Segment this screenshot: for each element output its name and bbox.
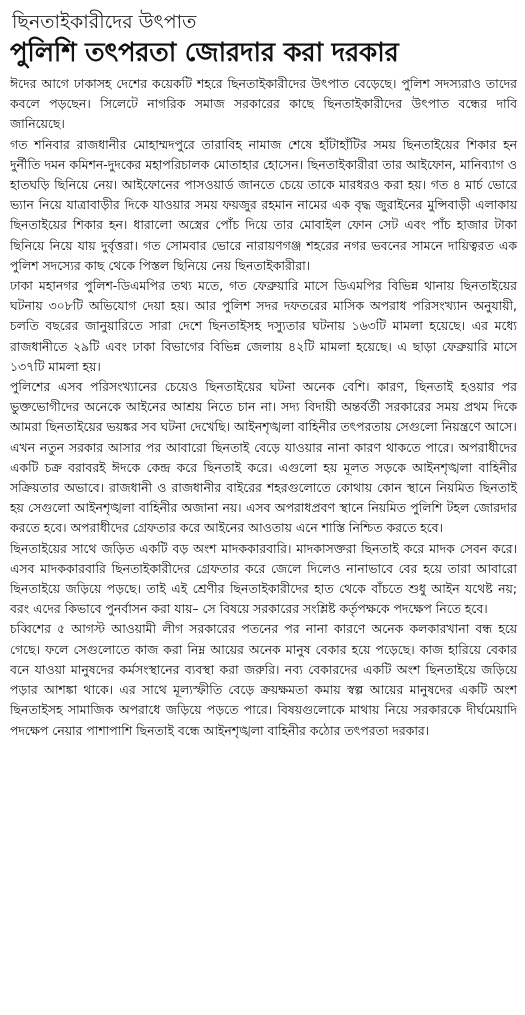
article-headline: পুলিশি তৎপরতা জোরদার করা দরকার (10, 38, 399, 68)
article-kicker: ছিনতাইকারীদের উৎপাত (12, 11, 197, 33)
article-paragraph: গত শনিবার রাজধানীর মোহাম্মদপুরে তারাবিহ নামাজ শেষে হাঁটাহাঁটির সময় ছিনতাইয়ের শিকার হন দুর্নীতি দমন কমিশন-দুদকের মহাপরিচালক মোতাহার হোসেন। ছিনতাইকারীরা তার আইফোন, মানিব্যাগ ও হাতঘড়ি ছিনিয়ে নেয়। আইফোনের পাসওয়ার্ড জানতে চেয়ে তাকে মারধরও করা হয়। গত ৪ মার্চ ভোরে ভ্যান নিয়ে যাত্রাবাড়ীর দিকে যাওয়ার সময় ফয়জুর রহমান নামের এক বৃদ্ধ জুরাইনের মুন্সিবাড়ী এলাকায় ছিনতাইয়ের শিকার হন। ধারালো অস্ত্রের পোঁচ দিয়ে তার মোবাইল ফোন সেট এবং পাঁচ হাজার টাকা ছিনিয়ে নিয়ে যায় দুর্বৃত্তরা। গত সোমবার ভোরে নারায়ণগঞ্জ শহরের নগর ভবনের সামনে দায়িত্বরত এক পুলিশ সদস্যের কাছ থেকে পিস্তল ছিনিয়ে নেয় ছিনতাইকারীরা। (10, 136, 517, 273)
article-body (10, 74, 517, 741)
article-paragraph: চব্বিশের ৫ আগস্ট আওয়ামী লীগ সরকারের পতনের পর নানা কারণে অনেক কলকারখানা বন্ধ হয়ে গেছে। ফলে সেগুলোতে কাজ করা নিম্ন আয়ের অনেক মানুষ বেকার হয়ে পড়েছে। কাজ হারিয়ে বেকার বনে যাওয়া মানুষদের কর্মসংস্থানের ব্যবস্থা করা জরুরি। নব্য বেকারদের একটি অংশ ছিনতাইয়ে জড়িয়ে পড়ার আশঙ্কা থাকে। এর সাথে মূল্যস্ফীতি বেড়ে ক্রয়ক্ষমতা কমায় স্বল্প আয়ের মানুষদের একটি অংশ ছিনতাইসহ সামাজিক অপরাধে জড়িয়ে পড়তে পারে। বিষয়গুলোকে মাথায় নিয়ে সরকারকে দীর্ঘমেয়াদি পদক্ষেপ নেয়ার পাশাপাশি ছিনতাই বন্ধে আইনশৃঙ্খলা বাহিনীর কঠোর তৎপরতা দরকার। (10, 621, 517, 738)
article-paragraph: ছিনতাইয়ের সাথে জড়িত একটি বড় অংশ মাদককারবারি। মাদকাসক্তরা ছিনতাই করে মাদক সেবন করে। এসব মাদককারবারি ছিনতাইকারীদের গ্রেফতার করে জেলে দিলেও নানাভাবে বের হয়ে তারা আবারো ছিনতাইয়ে জড়িয়ে পড়ছে। তাই এই শ্রেণীর ছিনতাইকারীদের হাত থেকে বাঁচতে শুধু আইন যথেষ্ট নয়; বরং এদের কিভাবে পুনর্বাসন করা যায়– সে বিষয়ে সরকারের সংশ্লিষ্ট কর্তৃপক্ষকে পদক্ষেপ নিতে হবে। (10, 540, 517, 617)
article-paragraph: পুলিশের এসব পরিসংখ্যানের চেয়েও ছিনতাইয়ের ঘটনা অনেক বেশি। কারণ, ছিনতাই হওয়ার পর ভুক্তভোগীদের অনেকে আইনের আশ্রয় নিতে চান না। সদ্য বিদায়ী অন্তর্বর্তী সরকারের সময় প্রথম দিকে আমরা ছিনতাইয়ের ভয়ঙ্কর সব ঘটনা দেখেছি। আইনশৃঙ্খলা বাহিনীর তৎপরতায় সেগুলো নিয়ন্ত্রণে আসে। (10, 379, 517, 435)
article-paragraph: ঢাকা মহানগর পুলিশ-ডিএমপির তথ্য মতে, গত ফেব্রুয়ারি মাসে ডিএমপির বিভিন্ন থানায় ছিনতাইয়ের ঘটনায় ৩০৮টি অভিযোগ দেয়া হয়। আর পুলিশ সদর দফতরের মাসিক অপরাধ পরিসংখ্যান অনুযায়ী, চলতি বছরের জানুয়ারিতে সারা দেশে ছিনতাইসহ দস্যুতার ঘটনায় ১৬৩টি মামলা হয়েছে। এর মধ্যে রাজধানীতে ২৯টি এবং ঢাকা বিভাগের বিভিন্ন জেলায় ৪২টি মামলা হয়েছে। এ ছাড়া ফেব্রুয়ারি মাসে ১৩৭টি মামলা হয়। (10, 278, 517, 374)
article-paragraph: ঈদের আগে ঢাকাসহ দেশের কয়েকটি শহরে ছিনতাইকারীদের উৎপাত বেড়েছে। পুলিশ সদস্যরাও তাদের কবলে পড়ছেন। সিলেটে নাগরিক সমাজ সরকারের কাছে ছিনতাইকারীদের উৎপাত বন্ধের দাবি জানিয়েছে। (10, 76, 517, 132)
article-paragraph: এখন নতুন সরকার আসার পর আবারো ছিনতাই বেড়ে যাওয়ার নানা কারণ থাকতে পারে। অপরাধীদের একটি চক্র বরাবরই ঈদকে কেন্দ্র করে ছিনতাই করে। এগুলো হয় মূলত সড়কে আইনশৃঙ্খলা বাহিনীর সক্রিয়তার অভাবে। রাজধানী ও রাজধানীর বাইরের শহরগুলোতে কোথায় কোন স্থানে নিয়মিত ছিনতাই হয় সেগুলো আইনশৃঙ্খলা বাহিনীর অজানা নয়। এসব অপরাধপ্রবণ স্থানে নিয়মিত পুলিশি টহল জোরদার করতে হবে। অপরাধীদের গ্রেফতার করে আইনের আওতায় এনে শাস্তি নিশ্চিত করতে হবে। (10, 439, 517, 536)
